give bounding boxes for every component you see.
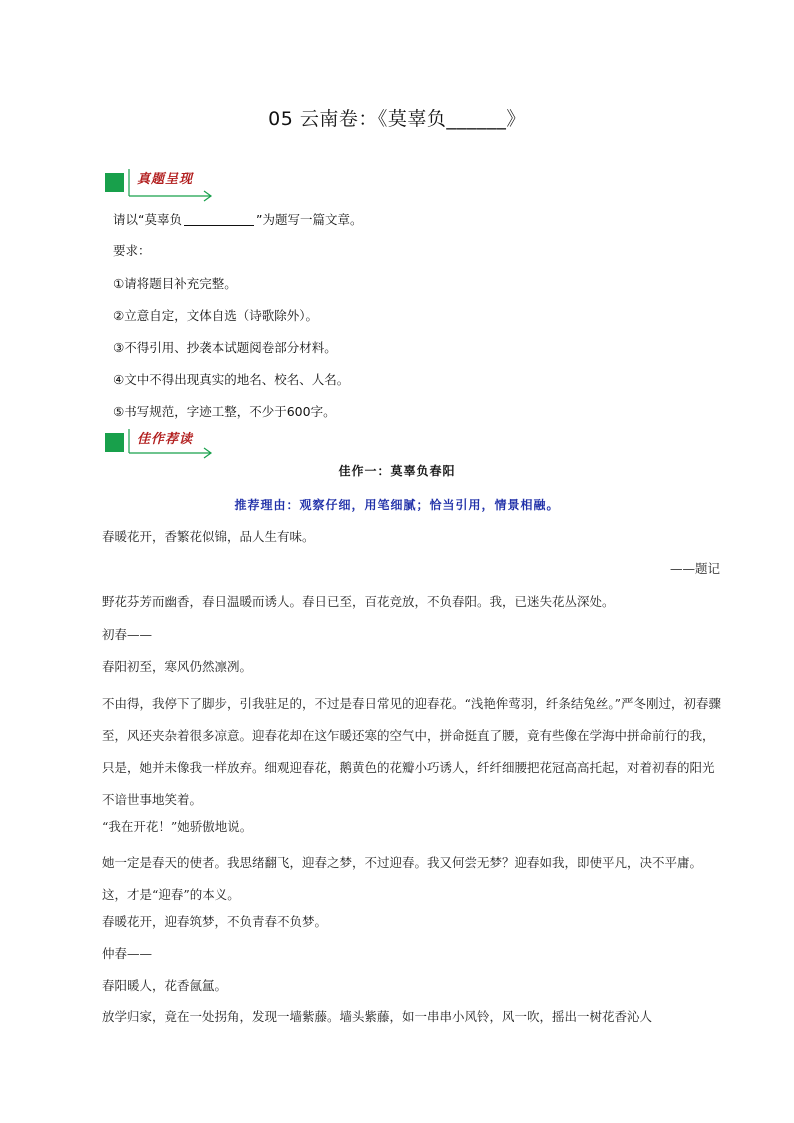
paragraph-5: 她一定是春天的使者。我思绪翻飞，迎春之梦，不过迎春。我又何尝无梦？迎春如我，即使平凡，决不平庸。这，才是“迎春”的本义。	[102, 855, 703, 902]
section-title-prompt: 真题呈现	[137, 172, 194, 187]
page-title: 05 云南卷：《莫辜负______》	[268, 108, 526, 130]
instruction-post: ”为题写一篇文章。	[255, 212, 363, 227]
section-header-recommend	[103, 425, 218, 465]
recommend-reason: 推荐理由：观察仔细，用笔细腻；恰当引用，情景相融。	[234, 498, 560, 512]
requirement-2: ②立意自定，文体自选（诗歌除外）。	[113, 308, 318, 323]
paragraph-2: 春阳初至，寒风仍然凛冽。	[102, 659, 253, 674]
requirement-3: ③不得引用、抄袭本试题阅卷部分材料。	[113, 340, 337, 355]
paragraph-7: 春阳暖人，花香氤氲。	[102, 978, 228, 993]
paragraph-3: 不由得，我停下了脚步，引我驻足的，不过是春日常见的迎春花。“浅艳侔莺羽，纤条结兔丝。”严冬刚过，初春骤至，风还夹杂着很多凉意。迎春花却在这乍暖还寒的空气中，拼命挺直了腰，竟有些像在学海中拼命前行的我，只是，她并未像我一样放弃。细观迎春花，鹅黄色的花瓣小巧诱人，纤纤细腰把花冠高高托起，对着初春的阳光不谙世事地笑着。	[102, 696, 722, 807]
epigraph-note: ——题记	[669, 561, 720, 576]
paragraph-4: “我在开花！”她骄傲地说。	[102, 819, 253, 834]
requirement-4: ④文中不得出现真实的地名、校名、人名。	[113, 372, 350, 387]
requirement-1: ①请将题目补充完整。	[113, 276, 237, 291]
section-header-prompt	[103, 165, 218, 205]
paragraph-8: 放学归家，竟在一处拐角，发现一墙紫藤。墙头紫藤，如一串串小风铃，风一吹，摇出一树花香沁人	[102, 1009, 653, 1024]
mid-spring-heading: 仲春——	[102, 946, 153, 961]
early-spring-heading: 初春——	[102, 627, 153, 642]
epigraph: 春暖花开，香繁花似锦，品人生有味。	[102, 529, 315, 544]
essay-title: 佳作一：莫辜负春阳	[338, 464, 456, 478]
paragraph-6: 春暖花开，迎春筑梦，不负青春不负梦。	[102, 914, 328, 929]
prompt-instruction	[113, 210, 362, 228]
paragraph-1: 野花芬芳而幽香，春日温暖而诱人。春日已至，百花竞放，不负春阳。我，已迷失花丛深处。	[102, 594, 615, 609]
section-title-recommend: 佳作荐读	[137, 432, 194, 447]
instruction-pre: 请以“莫辜负	[113, 212, 182, 227]
requirements-label: 要求：	[113, 243, 151, 258]
requirement-5: ⑤书写规范，字迹工整，不少于600字。	[113, 404, 336, 419]
title-blank	[184, 213, 254, 226]
